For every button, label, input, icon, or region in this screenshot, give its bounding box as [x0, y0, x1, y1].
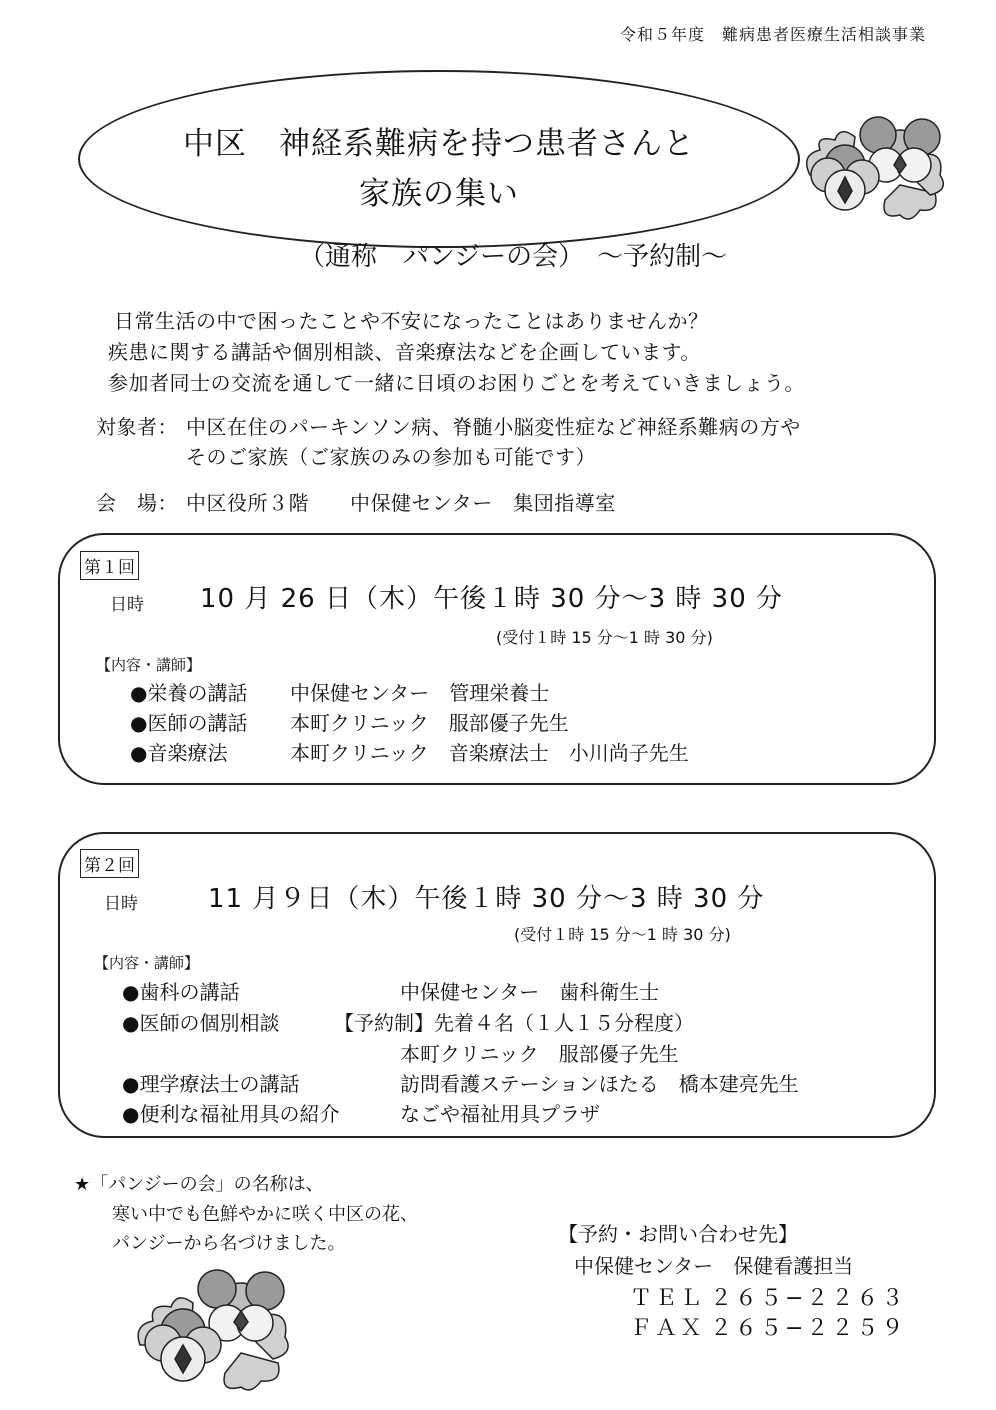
- session-2-speaker-3: 訪問看護ステーションほたる 橋本建亮先生: [400, 1072, 799, 1096]
- session-1-content-label: 【内容・講師】: [96, 656, 202, 674]
- page-title-line2: 家族の集い: [359, 176, 519, 212]
- target-text-2: そのご家族（ご家族のみの参加も可能です）: [186, 445, 596, 469]
- program-name: 令和５年度 難病患者医療生活相談事業: [619, 25, 926, 44]
- pansy-illustration-icon: [800, 95, 950, 225]
- session-2-topic-2: ●医師の個別相談: [122, 1011, 280, 1035]
- fax-number: ２６５−２２５９: [710, 1316, 907, 1341]
- session-2-label: 第２回: [80, 849, 139, 878]
- target-label: 対象者：: [96, 415, 178, 439]
- target-text: 中区在住のパーキンソン病、脊髄小脳変性症など神経系難病の方や: [186, 415, 801, 439]
- session-2-date: 11 月９日（木）午後１時 30 分～3 時 30 分: [208, 884, 765, 914]
- session-2-topic-1: ●歯科の講話: [122, 980, 240, 1004]
- intro-line-1: 日常生活の中で困ったことや不安になったことはありませんか？: [114, 309, 709, 333]
- session-1-topic-3: ●音楽療法: [130, 741, 228, 765]
- page-title: 中区 神経系難病を持つ患者さんと: [183, 126, 695, 162]
- session-1-reception: (受付１時 15 分～1 時 30 分): [496, 628, 713, 647]
- session-2-topic-3: ●理学療法士の講話: [122, 1072, 300, 1096]
- session-2-speaker-2b: 本町クリニック 服部優子先生: [400, 1042, 679, 1066]
- intro-line-2: 疾患に関する講話や個別相談、音楽療法などを企画しています。: [108, 340, 701, 364]
- venue-text: 中区役所３階 中保健センター 集団指導室: [186, 491, 616, 515]
- session-1-date: 10 月 26 日（木）午後１時 30 分～3 時 30 分: [200, 584, 783, 614]
- session-1-speaker-2: 本町クリニック 服部優子先生: [290, 711, 569, 735]
- fax-label: ＦＡＸ: [630, 1316, 706, 1341]
- session-2-topic-4: ●便利な福祉用具の紹介: [122, 1102, 340, 1126]
- name-origin-note-1: ★「パンジーの会」の名称は、: [74, 1174, 324, 1195]
- session-2-content-label: 【内容・講師】: [94, 954, 200, 972]
- session-2-speaker-1: 中保健センター 歯科衛生士: [400, 980, 660, 1004]
- session-1-speaker-1: 中保健センター 管理栄養士: [290, 681, 550, 705]
- intro-line-3: 参加者同士の交流を通して一緒に日頃のお困りごとを考えていきましょう。: [108, 371, 805, 395]
- session-1-label: 第１回: [80, 551, 139, 580]
- session-2-speaker-4: なごや福祉用具プラザ: [400, 1102, 600, 1126]
- session-2-reception: (受付１時 15 分～1 時 30 分): [514, 925, 731, 944]
- tel-label: ＴＥＬ: [630, 1286, 706, 1311]
- venue-label: 会 場：: [96, 491, 178, 515]
- tel-number: ２６５−２２６３: [710, 1286, 907, 1311]
- session-1-date-label: 日時: [110, 595, 144, 615]
- session-1-speaker-3: 本町クリニック 音楽療法士 小川尚子先生: [290, 741, 689, 765]
- contact-office: 中保健センター 保健看護担当: [574, 1254, 854, 1278]
- name-origin-note-3: パンジーから名づけました。: [112, 1233, 346, 1254]
- pansy-illustration-icon: [135, 1255, 295, 1395]
- subtitle: （通称 パンジーの会） ～予約制～: [298, 242, 728, 272]
- session-1-topic-1: ●栄養の講話: [130, 681, 248, 705]
- session-2-date-label: 日時: [104, 894, 138, 914]
- contact-heading: 【予約・お問い合わせ先】: [558, 1222, 798, 1246]
- name-origin-note-2: 寒い中でも色鮮やかに咲く中区の花、: [112, 1204, 418, 1225]
- session-1-topic-2: ●医師の講話: [130, 711, 248, 735]
- session-2-speaker-2: 【予約制】先着４名（１人１５分程度）: [334, 1011, 694, 1035]
